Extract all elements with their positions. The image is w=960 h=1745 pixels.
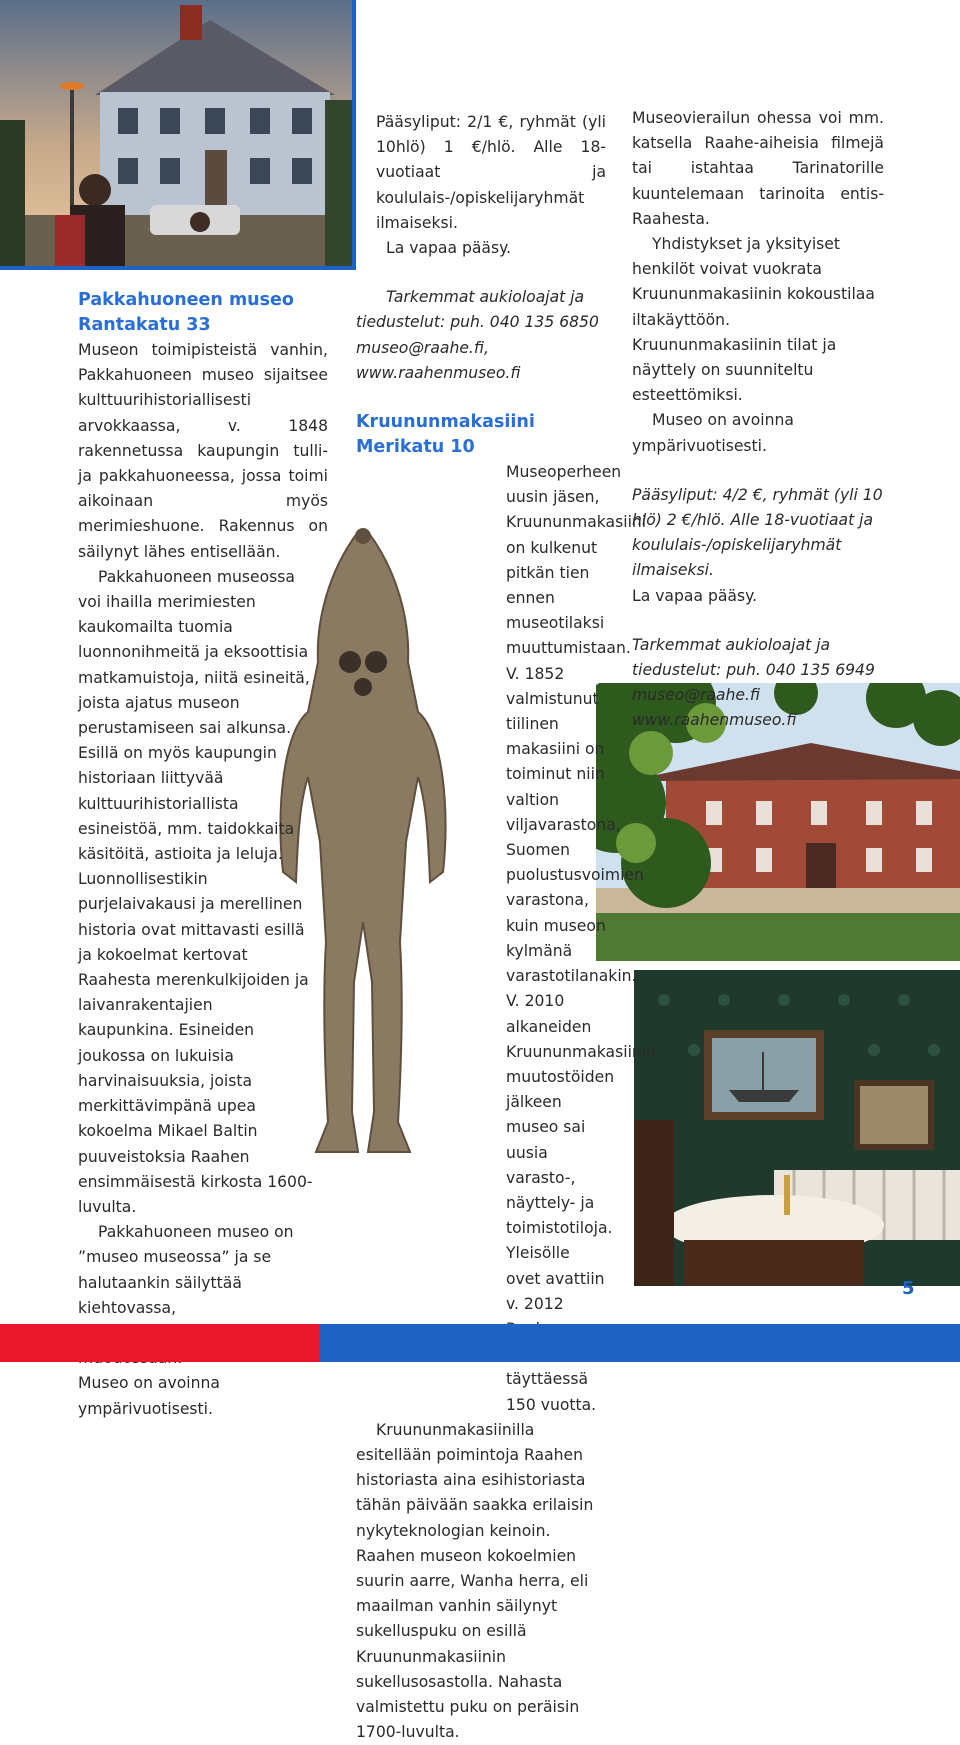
fees-kruununmakasiini: Pääsyliput: 4/2 €, ryhmät (yli 10 hlö) 2 €/hlö. Alle 18-vuotiaat ja koululais-/opiskelijaryhmät ilmaiseksi. xyxy=(632,485,883,580)
info-label: Tarkemmat aukioloajat ja xyxy=(386,288,585,307)
info-label-2: Tarkemmat aukioloajat ja xyxy=(632,635,831,654)
page-number: 5 xyxy=(902,1278,915,1299)
footer-band-red xyxy=(0,1324,320,1362)
paragraph-films: Museovierailun ohessa voi mm. katsella Raahe-aiheisia filmejä tai istahtaa Tarinatorille kuuntelemaan tarinoita entis-Raahesta. xyxy=(632,109,884,228)
heading-pakkahuoneen-museo: Pakkahuoneen museo xyxy=(78,290,294,310)
paragraph-kruununmakasiini-history: Museoperheen uusin jäsen, Kruununmakasiini on kulkenut pitkän tien ennen museotilaksi muuttumistaan. V. 1852 valmistunut tiilinen makasiini on toiminut niin valtion viljavarastona, Suomen puolustusvoimien varastona, kuin museon kylmänä varastotilanakin. V. 2010 alkaneiden Kruununmakasiinin muutostöiden jälkeen museo sai uusia varasto-, näyttely- ja toimistotiloja. Yleisölle ovet avattiin v. 2012 täyttäessä 150 vuotta. xyxy=(506,463,656,1414)
website-link-2[interactable]: www.raahenmuseo.fi xyxy=(632,711,797,730)
fees-pakkahuone: Pääsyliput: 2/1 €, ryhmät (yli 10hlö) 1 €/hlö. Alle 18-vuotiaat ja koululais-/opiskelijaryhmät ilmaiseksi. xyxy=(376,113,606,232)
column-pakkahuone xyxy=(78,288,328,1422)
email-link[interactable]: museo@raahe.fi, xyxy=(356,338,489,357)
paragraph-museum-in-museum: Pakkahuoneen museo on ”museo museossa” ja se halutaankin säilyttää kiehtovassa, xyxy=(78,1223,294,1317)
paragraph-collections: Pakkahuoneen museossa voi ihailla merimiesten kaukomailta tuomia luonnonihmeitä ja eksoottisia matkamuistoja, niitä esineitä, joista ajatus museon perustamiseen sai alkunsa. Esillä on myös kaupungin historiaan liittyvää kulttuurihistoriallista esineistöä, mm. taidokkaita käsitöitä, astioita ja leluja. Luonnollisestikin purjelaivakausi ja merellinen historia ovat mittavasti esillä ja kokoelmat kertovat Raahesta merenkulkijoiden ja laivanrakentajien kaupunkina. Esineiden joukossa on lukuisia harvinaisuuksia, joista merkittävimpänä upea kokoelma Mikael Baltin puuveistoksia Raahen ensimmäisestä kirkosta 1600-luvulta. xyxy=(78,567,313,1216)
free-saturday-kruununmakasiini: La vapaa pääsy. xyxy=(632,586,758,605)
heading-kruununmakasiini: Kruununmakasiini xyxy=(356,412,535,433)
column-right xyxy=(632,106,884,734)
paragraph-kruununmakasiini-exhibits: Kruununmakasiinilla esitellään poimintoja Raahen historiasta aina esihistoriasta tähän päivään saakka erilaisin nykyteknologian keinoin. Raahen museon kokoelmien suurin aarre, Wanha herra, eli maailman vanhin säilynyt sukelluspuku on esillä Kruununmakasiinin sukellusosastolla. Nahasta valmistettu puku on peräisin 1700-luvulta. xyxy=(356,1420,594,1742)
website-link[interactable]: www.raahenmuseo.fi xyxy=(356,363,521,382)
footer-band-blue xyxy=(320,1324,960,1362)
email-link-2[interactable]: museo@raahe.fi xyxy=(632,686,760,705)
info-phone: tiedustelut: puh. 040 135 6850 xyxy=(356,313,599,332)
paragraph-open-year-round: Museo on avoinna ympärivuotisesti. xyxy=(78,1374,220,1418)
photo-interior xyxy=(634,970,960,1286)
paragraph-rental: Yhdistykset ja yksityiset henkilöt voivat vuokrata Kruununmakasiinin kokoustilaa iltakäyttöön. Kruununmakasiinin tilat ja näyttely on suunniteltu esteettömiksi. xyxy=(632,235,875,405)
photo-pakkahuone xyxy=(0,0,352,266)
free-saturday-pakkahuone: La vapaa pääsy. xyxy=(386,239,512,258)
heading-rantakatu: Rantakatu 33 xyxy=(78,315,211,335)
heading-merikatu: Merikatu 10 xyxy=(356,437,475,458)
info-phone-2: tiedustelut: puh. 040 135 6949 xyxy=(632,661,875,680)
column-middle xyxy=(356,110,656,1745)
paragraph-intro: Museon toimipisteistä vanhin, Pakkahuoneen museo sijaitsee kulttuurihistoriallisesti arvokkaassa, v. 1848 rakennetussa kaupungin tulli- ja pakkahuoneessa, jossa toimi aikoinaan myös merimieshuone. Rakennus on säilynyt lähes entisellään. xyxy=(78,341,328,561)
paragraph-open-year-round-2: Museo on avoinna ympärivuotisesti. xyxy=(632,411,794,455)
